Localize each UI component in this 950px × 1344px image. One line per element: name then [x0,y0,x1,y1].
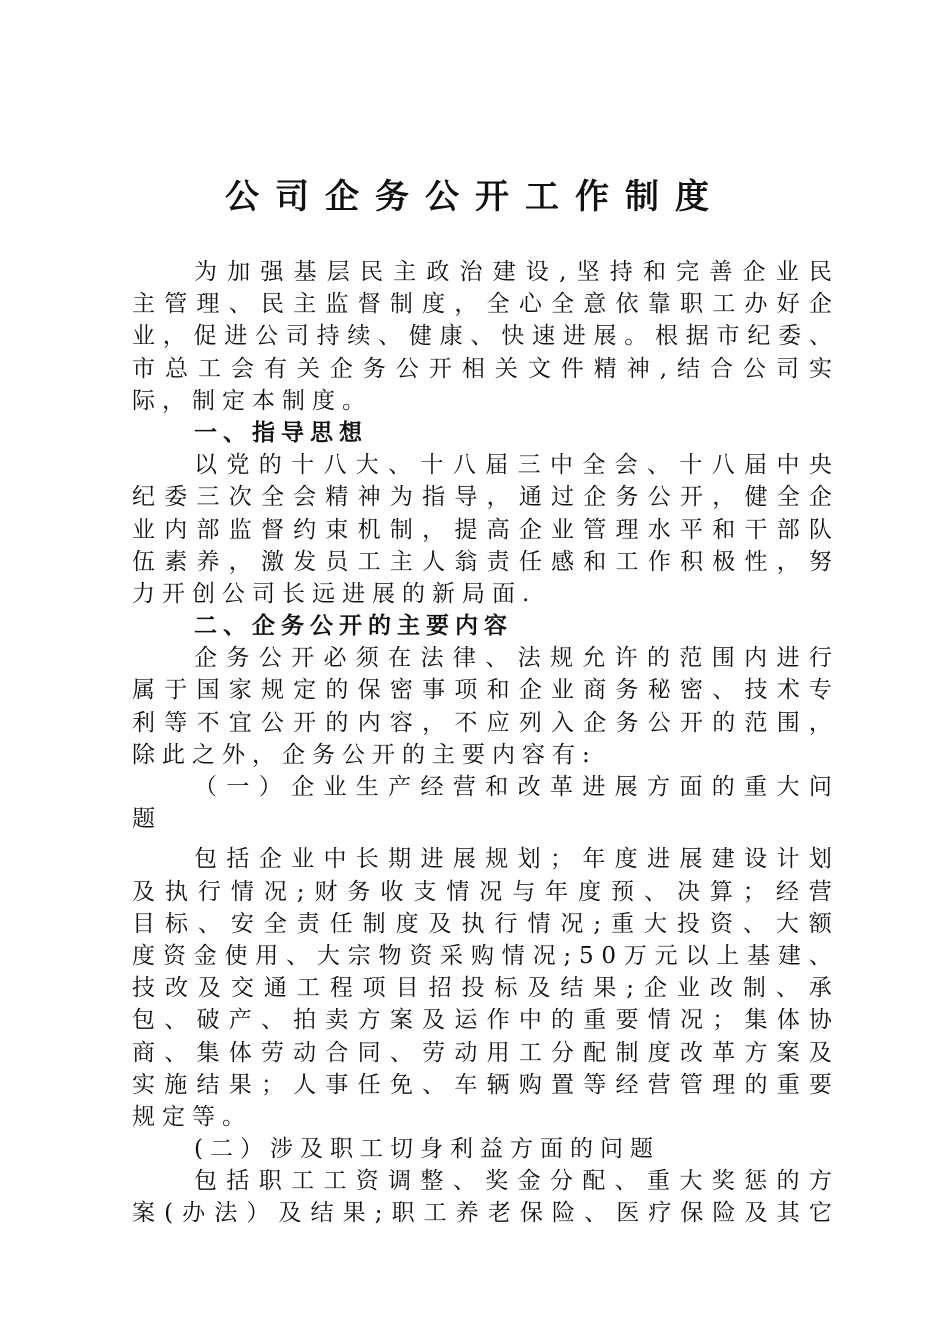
text-line: 除此之外，企务公开的主要内容有: [132,741,597,768]
text-line: 企 务 公 开 必 须 在 法 律 、 法 规 允 许 的 范 围 内 进 行 [194,645,832,672]
text-line: 业 内 部 监 督 约 束 机 制 ， 提 高 企 业 管 理 水 平 和 干 部 队 [132,516,832,543]
text-line: 实 施 结 果 ； 人 事 任 免 、 车 辆 购 置 等 经 营 管 理 的 重 要 [132,1071,832,1098]
text-line: 以 党 的 十 八 大 、 十 八 届 三 中 全 会 、 十 八 届 中 央 [194,452,832,479]
document-title: 公司企务公开工作制度 [225,177,725,217]
text-line: 为 加 强 基 层 民 主 政 治 建 设 , 坚 持 和 完 善 企 业 民 [194,259,832,285]
text-line: 商 、 集 体 劳 动 合 同 、 劳 动 用 工 分 配 制 度 改 革 方 案 及 [132,1039,832,1066]
text-line: (二）涉及职工切身利益方面的问题 [194,1136,660,1163]
text-line: （ 一 ） 企 业 生 产 经 营 和 改 革 进 展 方 面 的 重 大 问 [194,774,832,800]
text-line: 伍 素 养 ， 激 发 员 工 主 人 翁 责 任 感 和 工 作 积 极 性 ， 努 [132,548,832,575]
document-body [132,256,832,1230]
text-line: 度 资 金 使 用 、 大 宗 物 资 采 购 情 况 ; 5 0 万 元 以 上 基 建 、 [132,942,832,969]
section-heading: 二、企务公开的主要内容 [194,613,513,640]
text-line: 力开创公司长远进展的新局面. [132,580,537,607]
text-line: 包 括 职 工 工 资 调 整 、 奖 金 分 配 、 重 大 奖 惩 的 方 [194,1168,832,1195]
text-line: 纪 委 三 次 全 会 精 神 为 指 导 ， 通 过 企 务 公 开 ， 健 全 企 [132,484,832,511]
text-line: 际，制定本制度。 [132,387,372,414]
text-line: 题 [132,806,162,833]
text-line: 案 ( 办 法 ） 及 结 果 ; 职 工 养 老 保 险 、 医 疗 保 险 及 其 它 [132,1200,832,1227]
text-line: 属 于 国 家 规 定 的 保 密 事 项 和 企 业 商 务 秘 密 、 技 术 专 [132,677,832,704]
text-line: 规定等。 [132,1103,252,1130]
section-heading: 一、指导思想 [194,419,368,446]
text-line: 包 、 破 产 、 拍 卖 方 案 及 运 作 中 的 重 要 情 况 ； 集 体 协 [132,1007,832,1034]
text-line: 目 标 、 安 全 责 任 制 度 及 执 行 情 况 ; 重 大 投 资 、 大 额 [132,910,832,937]
text-line: 技 改 及 交 通 工 程 项 目 招 投 标 及 结 果 ; 企 业 改 制 、 承 [132,975,832,1002]
text-line: 市 总 工 会 有 关 企 务 公 开 相 关 文 件 精 神 , 结 合 公 司 实 [132,355,832,382]
text-line: 业 ， 促 进 公 司 持 续 、 健 康 、 快 速 进 展 。 根 据 市 纪 委 、 [132,323,832,350]
text-line: 及 执 行 情 况 ; 财 务 收 支 情 况 与 年 度 预 、 决 算 ； 经 营 [132,878,832,905]
text-line: 利 等 不 宜 公 开 的 内 容 ， 不 应 列 入 企 务 公 开 的 范 围 ， [132,709,832,736]
text-line: 主 管 理 、 民 主 监 督 制 度 ， 全 心 全 意 依 靠 职 工 办 好 企 [132,291,832,318]
text-line: 包 括 企 业 中 长 期 进 展 规 划 ； 年 度 进 展 建 设 计 划 [194,846,832,873]
